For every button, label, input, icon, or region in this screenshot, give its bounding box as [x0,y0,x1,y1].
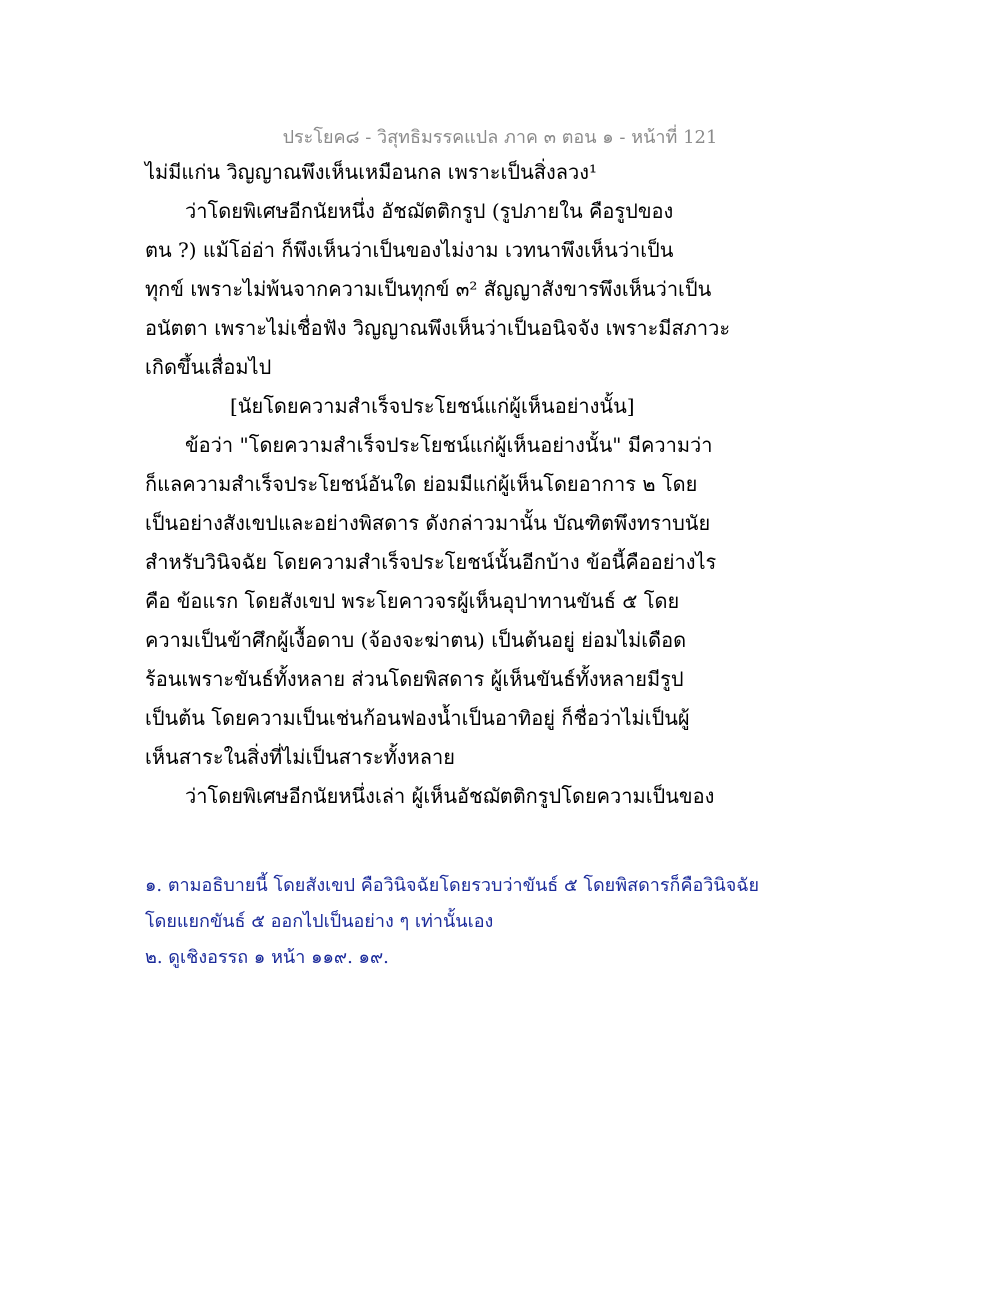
body-line: ไม่มีแก่น วิญญาณพึงเห็นเหมือนกล เพราะเป็นสิ่งลวง¹ [145,160,597,184]
body-line: เป็นต้น โดยความเป็นเช่นก้อนฟองน้ำเป็นอาทิอยู่ ก็ชื่อว่าไม่เป็นผู้ [145,706,690,730]
footnote-line: โดยแยกขันธ์ ๕ ออกไปเป็นอย่าง ๆ เท่านั้นเอง [145,911,494,932]
page-header: ประโยค๘ - วิสุทธิมรรคแปล ภาค ๓ ตอน ๑ - หน้าที่ 121 [282,127,718,148]
body-line: สำหรับวินิจฉัย โดยความสำเร็จประโยชน์นั้นอีกบ้าง ข้อนี้คืออย่างไร [145,550,717,574]
body-line: ร้อนเพราะขันธ์ทั้งหลาย ส่วนโดยพิสดาร ผู้เห็นขันธ์ทั้งหลายมีรูป [145,667,684,691]
body-line: ความเป็นข้าศึกผู้เงื้อดาบ (จ้องจะฆ่าตน) เป็นต้นอยู่ ย่อมไม่เดือด [145,628,687,652]
footnote-line: ๒. ดูเชิงอรรถ ๑ หน้า ๑๑๙. ๑๙. [145,947,389,968]
section-heading: [นัยโดยความสำเร็จประโยชน์แก่ผู้เห็นอย่างนั้น] [230,394,635,418]
footnotes [145,868,905,976]
body-line: คือ ข้อแรก โดยสังเขป พระโยคาวจรผู้เห็นอุปาทานขันธ์ ๕ โดย [145,589,680,613]
body-line: ทุกข์ เพราะไม่พ้นจากความเป็นทุกข์ ๓² สัญญาสังขารพึงเห็นว่าเป็น [145,277,712,301]
body-line: ว่าโดยพิเศษอีกนัยหนึ่งเล่า ผู้เห็นอัชฌัตติกรูปโดยความเป็นของ [185,784,715,808]
body-line: เห็นสาระในสิ่งที่ไม่เป็นสาระทั้งหลาย [145,745,455,769]
body-line: ตน ?) แม้โอ่อ่า ก็พึงเห็นว่าเป็นของไม่งาม เวทนาพึงเห็นว่าเป็น [145,238,674,262]
body-line: ว่าโดยพิเศษอีกนัยหนึ่ง อัชฌัตติกรูป (รูปภายใน คือรูปของ [185,199,674,223]
body-line: เป็นอย่างสังเขปและอย่างพิสดาร ดังกล่าวมานั้น บัณฑิตพึงทราบนัย [145,511,711,535]
body-text [145,153,845,816]
footnote-line: ๑. ตามอธิบายนี้ โดยสังเขป คือวินิจฉัยโดยรวบว่าขันธ์ ๕ โดยพิสดารก็คือวินิจฉัย [145,875,760,896]
body-line: เกิดขึ้นเสื่อมไป [145,355,272,379]
body-line: ก็แลความสำเร็จประโยชน์อันใด ย่อมมีแก่ผู้เห็นโดยอาการ ๒ โดย [145,472,698,496]
body-line: อนัตตา เพราะไม่เชื่อฟัง วิญญาณพึงเห็นว่าเป็นอนิจจัง เพราะมีสภาวะ [145,316,731,340]
body-line: ข้อว่า "โดยความสำเร็จประโยชน์แก่ผู้เห็นอย่างนั้น" มีความว่า [185,433,713,457]
